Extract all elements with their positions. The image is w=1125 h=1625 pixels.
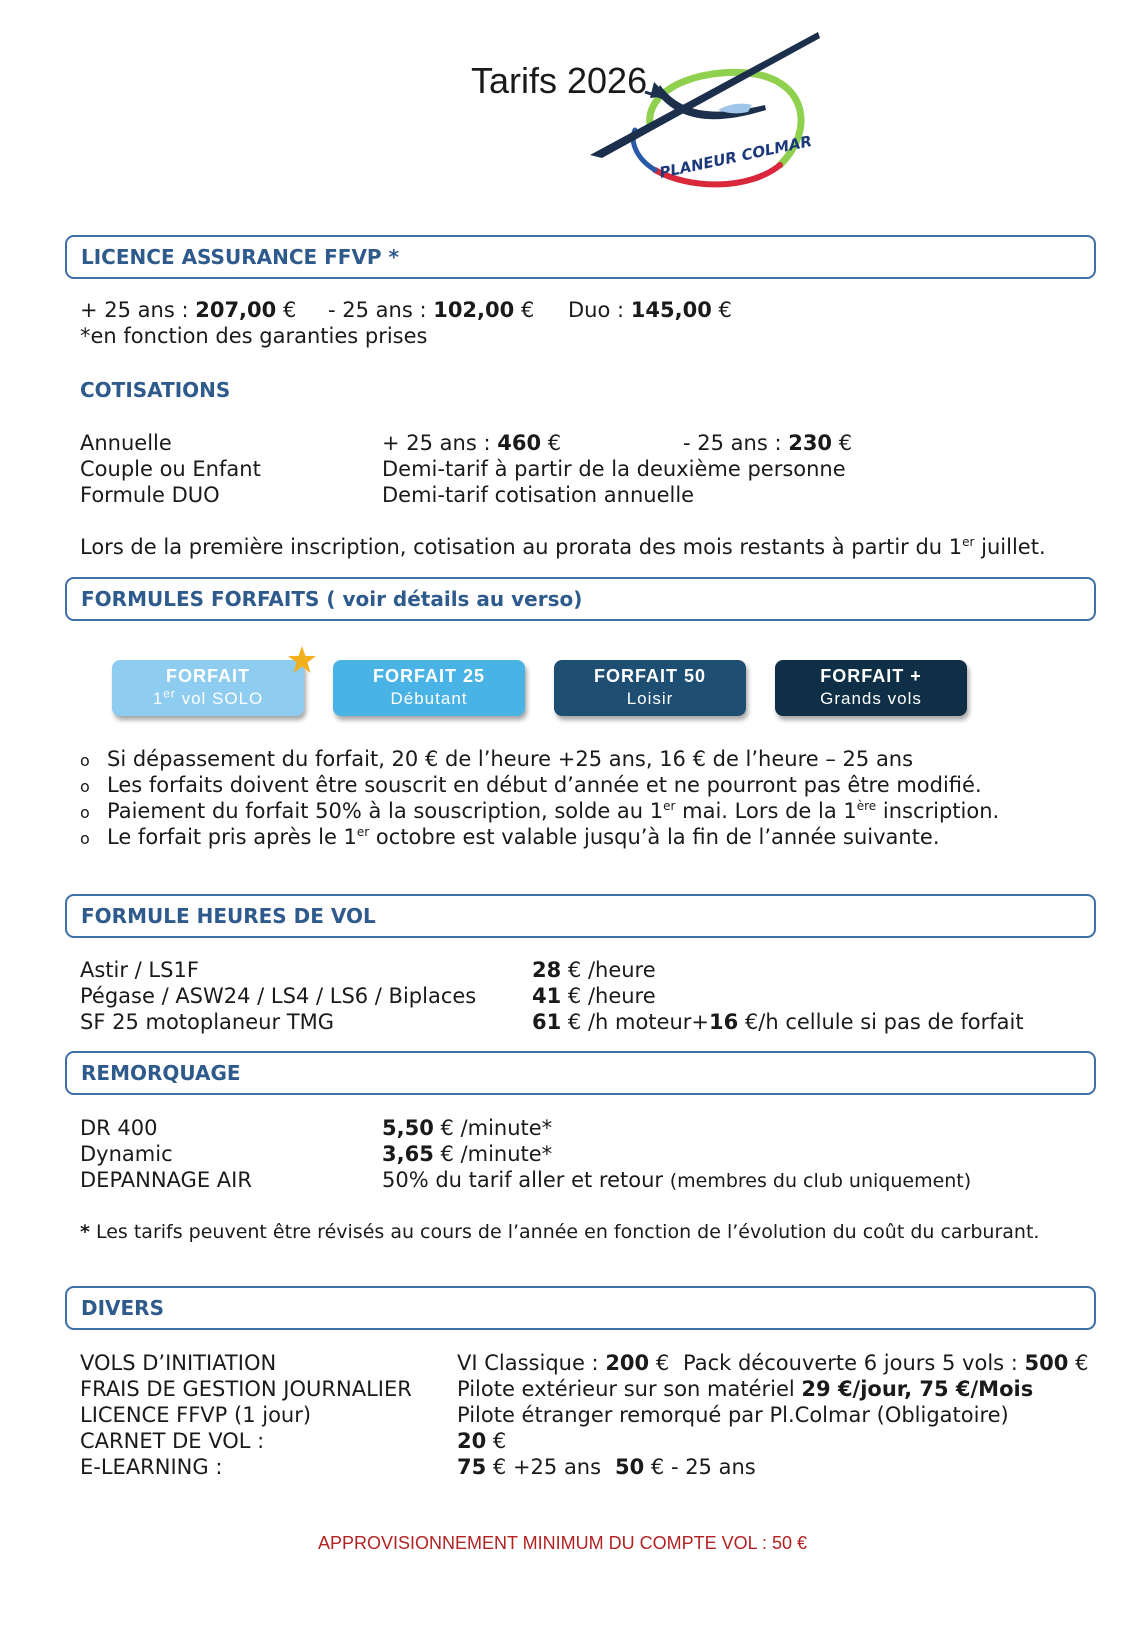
heures-row-price: 61 € /h moteur+16 €/h cellule si pas de forfait [532,1010,1024,1034]
remorquage-dynamic-label: Dynamic [80,1142,173,1166]
divers-pack-value: Pack découverte 6 jours 5 vols : 500 € [683,1351,1089,1375]
heures-row-label: Pégase / ASW24 / LS4 / LS6 / Biplaces [80,984,477,1008]
cotisation-duo-value: Demi-tarif cotisation annuelle [382,483,695,507]
cotisation-note: Lors de la première inscription, cotisation au prorata des mois restants à partir du 1er juillet. [80,535,1046,559]
cotisation-annuelle-minus: - 25 ans : 230 € [683,431,853,455]
section-remorquage [65,1051,1096,1095]
divers-elearning-value2: 50 € - 25 ans [615,1455,756,1479]
licence-minus25: - 25 ans : 102,00 € [328,298,535,322]
remorquage-dr400-label: DR 400 [80,1116,158,1140]
heures-row-price: 41 € /heure [532,984,656,1008]
divers-elearning-value: 75 € +25 ans [457,1455,602,1479]
club-logo [590,30,840,200]
divers-frais-label: FRAIS DE GESTION JOURNALIER [80,1377,412,1401]
divers-elearning-label: E-LEARNING : [80,1455,223,1479]
cotisations-heading: COTISATIONS [80,378,231,402]
footer-note: APPROVISIONNEMENT MINIMUM DU COMPTE VOL : 50 € [317,1533,808,1553]
forfait-badge-plus: FORFAIT + Grands vols [775,660,967,716]
divers-licence-label: LICENCE FFVP (1 jour) [80,1403,312,1427]
cotisation-annuelle-label: Annuelle [80,431,172,455]
divers-vols-label: VOLS D’INITIATION [80,1351,277,1375]
divers-frais-value: Pilote extérieur sur son matériel 29 €/jour, 75 €/Mois [457,1377,1034,1401]
logo-text: PLANEUR COLMAR [657,132,814,182]
section-title-licence: LICENCE ASSURANCE FFVP * [81,245,399,269]
heures-row-price: 28 € /heure [532,958,656,982]
section-licence [65,235,1096,279]
forfait-badge-50: FORFAIT 50 Loisir [554,660,746,716]
forfait-badge-25: FORFAIT 25 Débutant [333,660,525,716]
section-title-forfaits: FORMULES FORFAITS ( voir détails au verso) [81,587,583,611]
forfait-bullet: o Paiement du forfait 50% à la souscription, solde au 1er mai. Lors de la 1ère inscription. [80,799,1000,823]
divers-vols-value: VI Classique : 200 € [457,1351,670,1375]
forfait-bullet: o Les forfaits doivent être souscrit en début d’année et ne pourront pas être modifié. [80,773,982,797]
divers-carnet-label: CARNET DE VOL : [80,1429,265,1453]
cotisation-couple-label: Couple ou Enfant [80,457,261,481]
forfait-badge-solo: FORFAIT 1er vol SOLO [112,660,304,716]
cotisation-duo-label: Formule DUO [80,483,220,507]
remorquage-depannage-label: DEPANNAGE AIR [80,1168,252,1192]
section-forfaits [65,577,1096,621]
licence-note: *en fonction des garanties prises [80,324,428,348]
heures-row-label: SF 25 motoplaneur TMG [80,1010,334,1034]
licence-plus25: + 25 ans : 207,00 € [80,298,297,322]
page-title: Tarifs 2026 [471,60,648,101]
forfait-bullet: o Le forfait pris après le 1er octobre est valable jusqu’à la fin de l’année suivante. [80,825,940,849]
remorquage-dynamic-price: 3,65 € /minute* [382,1142,553,1166]
star-icon [287,645,317,679]
forfait-bullet: o Si dépassement du forfait, 20 € de l’heure +25 ans, 16 € de l’heure – 25 ans [80,747,914,771]
section-divers [65,1286,1096,1330]
section-title-remorquage: REMORQUAGE [81,1061,241,1085]
remorquage-dr400-price: 5,50 € /minute* [382,1116,553,1140]
divers-licence-value: Pilote étranger remorqué par Pl.Colmar (Obligatoire) [457,1403,1009,1427]
remorquage-note: * Les tarifs peuvent être révisés au cours de l’année en fonction de l’évolution du coût du carburant. [80,1221,1040,1243]
heures-row-label: Astir / LS1F [80,958,199,982]
section-title-divers: DIVERS [81,1296,164,1320]
licence-duo: Duo : 145,00 € [568,298,732,322]
cotisation-annuelle-plus: + 25 ans : 460 € [382,431,562,455]
section-title-heures: FORMULE HEURES DE VOL [81,904,376,928]
remorquage-depannage-value: 50% du tarif aller et retour (membres du club uniquement) [382,1168,972,1192]
glider-logo-icon [590,30,840,200]
divers-carnet-value: 20 € [457,1429,507,1453]
section-heures [65,894,1096,938]
cotisation-couple-value: Demi-tarif à partir de la deuxième personne [382,457,846,481]
